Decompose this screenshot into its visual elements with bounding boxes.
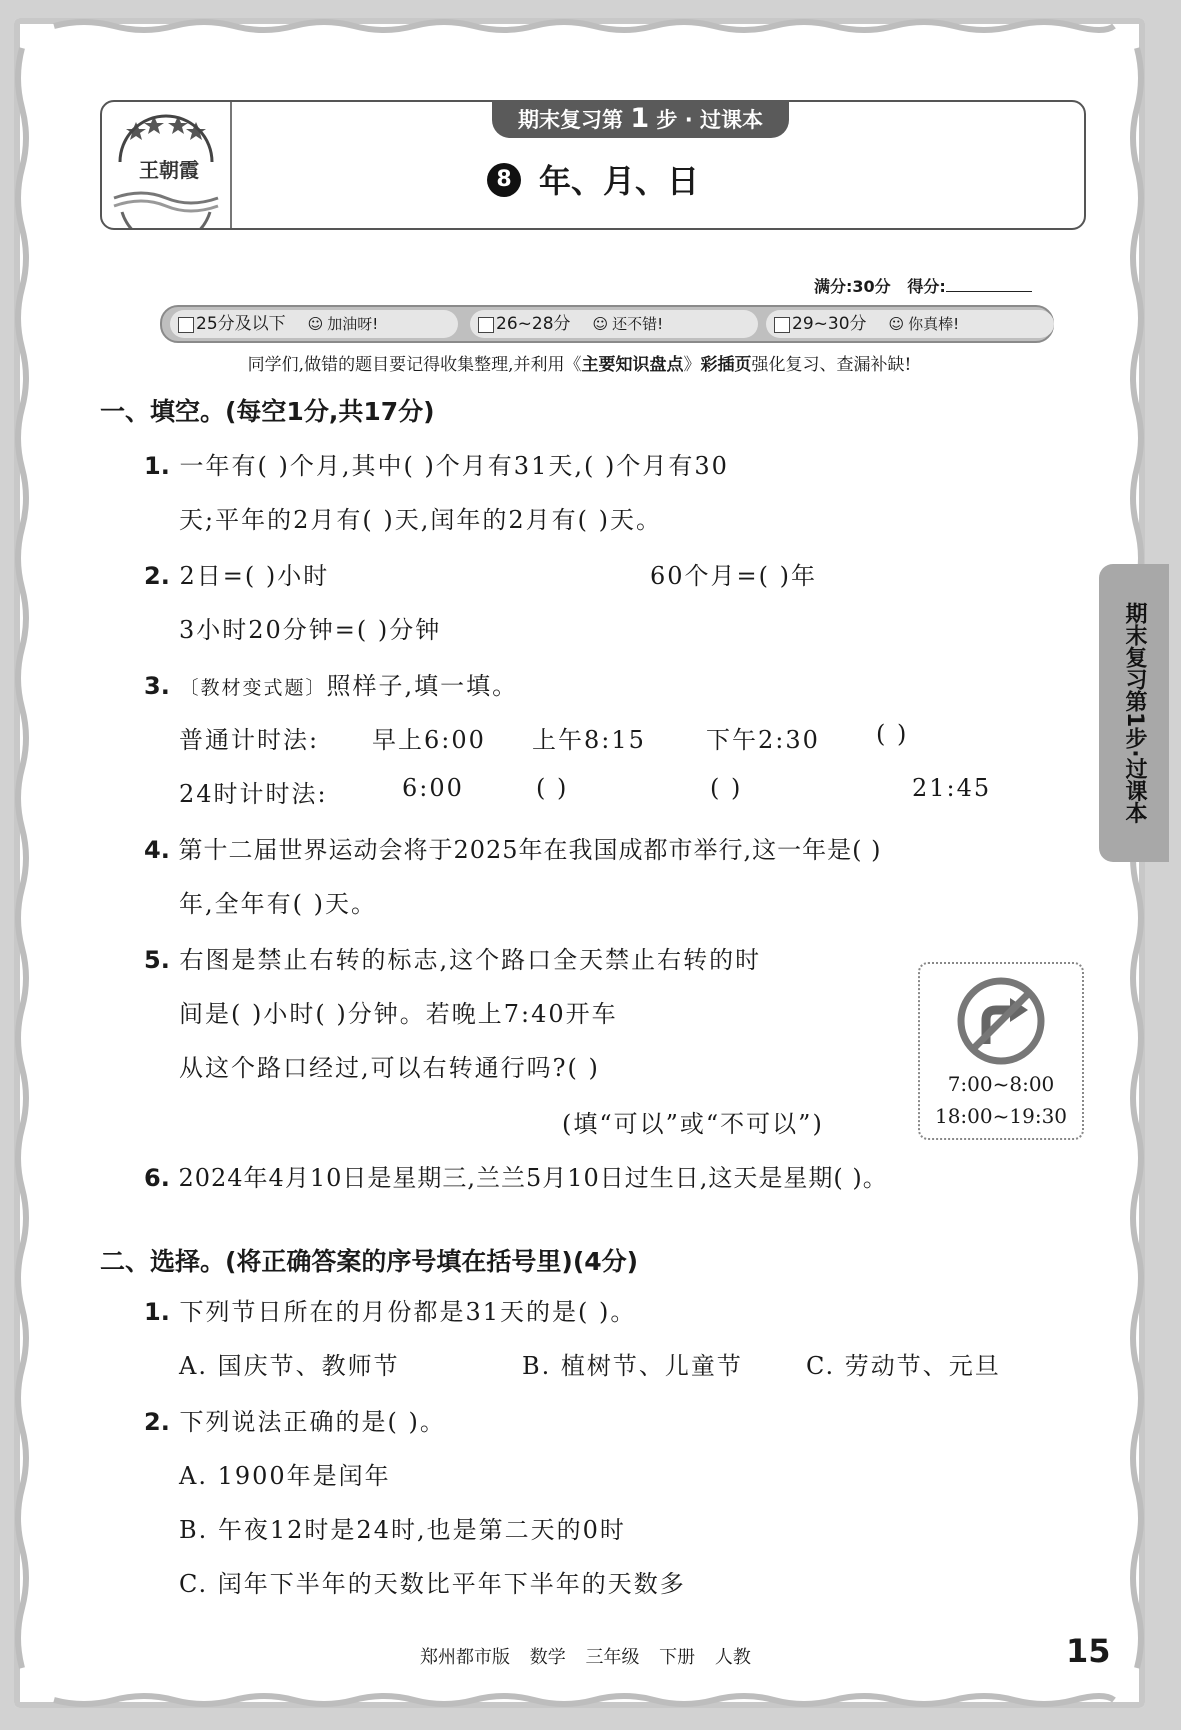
- question-number: 6.: [144, 1164, 170, 1192]
- question-4-line: [144, 830, 882, 865]
- question-5-hint: (填“可以”或“不可以”): [562, 1110, 824, 1138]
- question-text: 第十二届世界运动会将于2025年在我国成都市举行,这一年是( ): [178, 836, 882, 864]
- rating-checkbox[interactable]: [478, 317, 494, 333]
- question-text: 2日=( )小时: [179, 562, 330, 590]
- sign-time-evening: 18:00~19:30: [934, 1104, 1068, 1128]
- question-text: 2024年4月10日是星期三,兰兰5月10日过生日,这天是星期( )。: [178, 1164, 888, 1192]
- question-2-line: [144, 556, 329, 591]
- score-blank[interactable]: [946, 277, 1032, 292]
- header-box: [100, 100, 1086, 230]
- side-tab: 期末复习第1步·过课本: [1099, 564, 1169, 862]
- unit-title-text: 年、月、日: [538, 162, 699, 200]
- question-number: 2.: [144, 1408, 170, 1436]
- choice-option: C. 劳动节、元旦: [806, 1352, 1001, 1380]
- time-cell: 上午8:15: [532, 726, 646, 754]
- no-right-turn-icon: [956, 976, 1046, 1066]
- question-6-line: [144, 1158, 888, 1193]
- question-5-line: 间是( )小时( )分钟。若晚上7:40开车: [179, 1000, 618, 1028]
- time-label: 普通计时法:: [179, 726, 320, 754]
- unit-title: [102, 156, 1084, 202]
- question-text: 下列节日所在的月份都是31天的是( )。: [179, 1298, 637, 1326]
- time-cell: 早上6:00: [372, 726, 486, 754]
- rating-range: 29~30分: [792, 314, 867, 334]
- choice-option: A. 国庆节、教师节: [179, 1352, 400, 1380]
- question-2-line: 60个月=( )年: [650, 562, 818, 590]
- notice-bold: 主要知识盘点: [581, 355, 684, 375]
- choice-option: B. 午夜12时是24时,也是第二天的0时: [179, 1516, 626, 1544]
- stage-prefix: 期末复习第: [518, 108, 623, 132]
- section-title: 一、填空。(每空1分,共17分): [100, 397, 435, 426]
- rating-range: 26~28分: [496, 314, 571, 334]
- notice: [14, 350, 1145, 375]
- notice-text: 同学们,做错的题目要记得收集整理,并利用《: [247, 355, 582, 375]
- time-cell: 下午2:30: [706, 726, 820, 754]
- page-sheet: [14, 18, 1145, 1708]
- question-1-line: [144, 446, 729, 481]
- question-text: 右图是禁止右转的标志,这个路口全天禁止右转的时: [179, 946, 762, 974]
- question-2-line: 3小时20分钟=( )分钟: [179, 616, 442, 644]
- time-cell: ( ): [710, 774, 743, 802]
- section-title: 二、选择。(将正确答案的序号填在括号里)(4分): [100, 1247, 639, 1276]
- full-marks: 满分:30分: [814, 277, 891, 296]
- page-number: 15: [1066, 1632, 1111, 1670]
- time-cell: ( ): [536, 774, 569, 802]
- score-line: [814, 274, 1032, 297]
- time-label: 24时计时法:: [179, 780, 328, 808]
- choice-question-1: [144, 1292, 636, 1327]
- notice-text: 》: [683, 355, 701, 375]
- question-text: 下列说法正确的是( )。: [179, 1408, 446, 1436]
- rating-comment: ☺ 加油呀!: [308, 310, 379, 338]
- time-cell: ( ): [876, 720, 909, 748]
- rating-bar: [160, 305, 1054, 343]
- score-label: 得分:: [907, 277, 946, 296]
- stage-pill: [492, 100, 789, 138]
- footer-info: 郑州都市版 数学 三年级 下册 人教: [420, 1647, 751, 1668]
- time-cell: 6:00: [402, 774, 464, 802]
- time-cell: 21:45: [912, 774, 992, 802]
- traffic-sign-card: [918, 962, 1084, 1140]
- choice-question-2: [144, 1402, 446, 1437]
- question-3-line: [144, 666, 518, 701]
- question-number: 4.: [144, 836, 170, 864]
- stage-number: 1: [630, 103, 650, 134]
- question-5-line: [144, 940, 761, 975]
- question-tag: 〔教材变式题〕: [179, 677, 327, 699]
- choice-option: B. 植树节、儿童节: [522, 1352, 743, 1380]
- rating-checkbox[interactable]: [774, 317, 790, 333]
- choice-option: C. 闰年下半年的天数比平年下半年的天数多: [179, 1570, 686, 1598]
- rating-option[interactable]: [470, 310, 758, 338]
- question-text: 一年有( )个月,其中( )个月有31天,( )个月有30: [179, 452, 729, 480]
- question-number: 1.: [144, 1298, 170, 1326]
- question-number: 3.: [144, 672, 170, 700]
- sign-time-morning: 7:00~8:00: [947, 1072, 1055, 1096]
- unit-number-badge: 8: [487, 163, 521, 197]
- notice-bold: 彩插页: [700, 355, 752, 375]
- question-number: 1.: [144, 452, 170, 480]
- rating-comment: ☺ 你真棒!: [889, 310, 960, 338]
- question-1-line: 天;平年的2月有( )天,闰年的2月有( )天。: [179, 506, 662, 534]
- question-text: 照样子,填一填。: [326, 672, 519, 700]
- stage-suffix: 步 · 过课本: [656, 108, 764, 132]
- rating-checkbox[interactable]: [178, 317, 194, 333]
- notice-text: 强化复习、查漏补缺!: [751, 355, 912, 375]
- rating-option[interactable]: [766, 310, 1054, 338]
- choice-option: A. 1900年是闰年: [179, 1462, 391, 1490]
- rating-option[interactable]: [170, 310, 458, 338]
- question-number: 2.: [144, 562, 170, 590]
- logo-text: 王朝霞: [139, 158, 199, 182]
- rating-range: 25分及以下: [196, 314, 286, 334]
- question-4-line: 年,全年有( )天。: [179, 890, 377, 918]
- question-5-line: 从这个路口经过,可以右转通行吗?( ): [179, 1054, 600, 1082]
- rating-comment: ☺ 还不错!: [593, 310, 664, 338]
- question-number: 5.: [144, 946, 170, 974]
